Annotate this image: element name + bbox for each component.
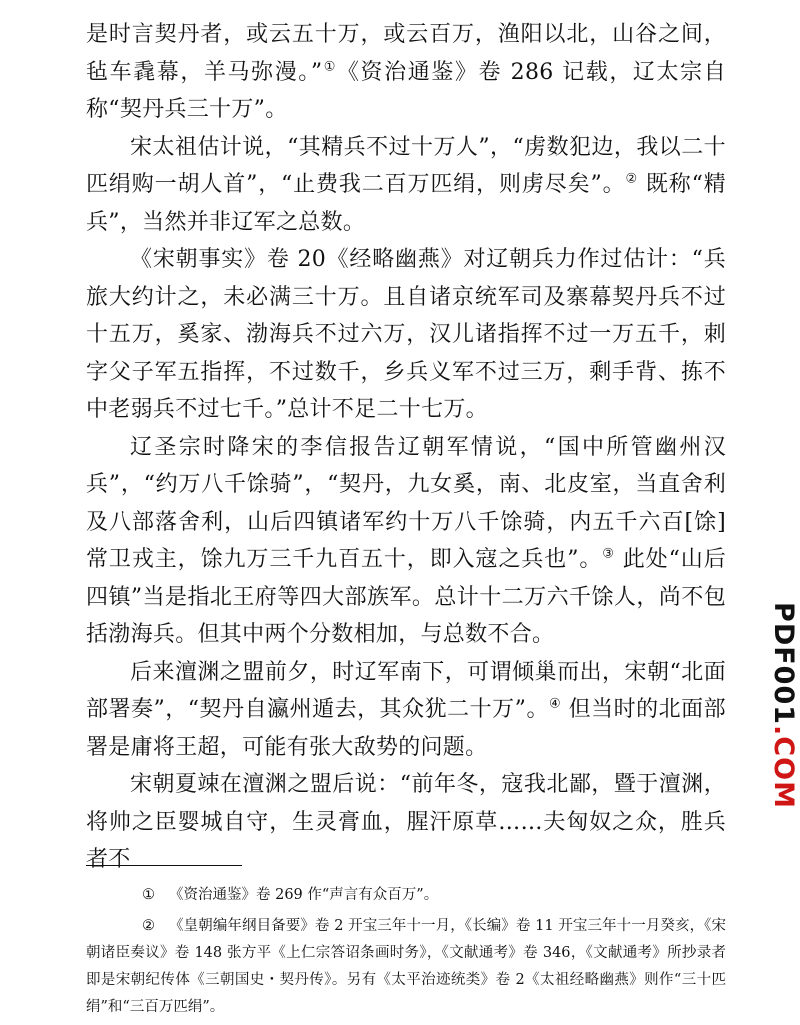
paragraph-3 <box>86 241 726 429</box>
footnote-ref-2[interactable]: ② <box>625 171 638 187</box>
paragraph-2-text: 宋太祖估计说，“其精兵不过十万人”，“虏数犯边，我以二十匹绢购一胡人首”，“止费我二百万匹绢，则虏尽矣”。 <box>86 134 726 197</box>
paragraph-2-text-cont: 既称“精兵”，当然并非辽军之总数。 <box>86 172 726 235</box>
paragraph-2 <box>86 129 726 242</box>
footnote-2-mark: ② <box>142 918 155 934</box>
paragraph-1 <box>86 16 726 129</box>
paragraph-5-text-cont: 但当时的北面部署是庸将王超，可能有张大敌势的问题。 <box>86 697 726 760</box>
watermark-text <box>768 602 799 809</box>
footnote-2-text: 《皇朝编年纲目备要》卷 2 开宝三年十一月，《长编》卷 11 开宝三年十一月癸亥，《宋朝诸臣奏议》卷 148 张方平《上仁宗答诏条画时务》，《文献通考》卷 346，《文献通考》所抄录者即是宋朝纪传体《三朝国史・契丹传》。另有《太平治迹统类》卷 2《太祖经略幽燕》则作“三十匹绢”和“三百万匹绢”。 <box>86 918 726 1015</box>
paragraph-4 <box>86 429 726 654</box>
paragraph-4-text: 辽圣宗时降宋的李信报告辽朝军情说，“国中所管幽州汉兵”，“约万八千馀骑”，“契丹，九女奚，南、北皮室，当直舍利及八部落舍利，山后四镇诸军约十万八千馀骑，内五千六百[馀]常卫戎主，馀九万三千九百五十，即入寇之兵也”。 <box>86 434 726 572</box>
footnote-2 <box>86 913 726 1021</box>
paragraph-4-text-cont: 此处“山后四镇”当是指北王府等四大部族军。总计十二万六千馀人，尚不包括渤海兵。但其中两个分数相加，与总数不合。 <box>86 547 726 647</box>
footnotes <box>86 882 726 1025</box>
paragraph-1-text-cont: 《资治通鉴》卷 286 记载，辽太宗自称“契丹兵三十万”。 <box>86 59 726 122</box>
body-text <box>86 16 726 879</box>
footnote-ref-3[interactable]: ③ <box>602 546 615 562</box>
footnote-ref-4[interactable]: ④ <box>548 696 562 712</box>
watermark-part-a: PDF001 <box>767 601 799 725</box>
footnote-divider <box>86 865 242 866</box>
paragraph-6-text: 宋朝夏竦在澶渊之盟后说：“前年冬，寇我北鄙，暨于澶渊，将帅之臣婴城自守，生灵膏血，腥汗原草……夫匈奴之众，胜兵者不 <box>86 772 726 872</box>
paragraph-5-text: 后来澶渊之盟前夕，时辽军南下，可谓倾巢而出，宋朝“北面部署奏”，“契丹自瀛州遁去，其众犹二十万”。 <box>86 659 726 722</box>
paragraph-5 <box>86 654 726 767</box>
footnote-1-mark: ① <box>142 887 155 903</box>
paragraph-1-text: 是时言契丹者，或云五十万，或云百万，渔阳以北，山谷之间，毡车毳幕，羊马弥漫。” <box>86 22 726 85</box>
footnote-1 <box>86 882 726 909</box>
watermark <box>766 601 800 809</box>
paragraph-6 <box>86 766 726 879</box>
watermark-part-b: .COM <box>767 724 799 809</box>
paragraph-3-text: 《宋朝事实》卷 20《经略幽燕》对辽朝兵力作过估计：“兵旅大约计之，未必满三十万。且自诸京统军司及寨幕契丹兵不过十五万，奚家、渤海兵不过六万，汉儿诸指挥不过一万五千，刺字父子军五指挥，不过数千，乡兵义军不过三万，剩手背、拣不中老弱兵不过七千。”总计不足二十七万。 <box>86 247 726 422</box>
footnote-1-text: 《资治通鉴》卷 269 作“声言有众百万”。 <box>169 887 439 903</box>
footnote-ref-1[interactable]: ① <box>322 59 337 75</box>
